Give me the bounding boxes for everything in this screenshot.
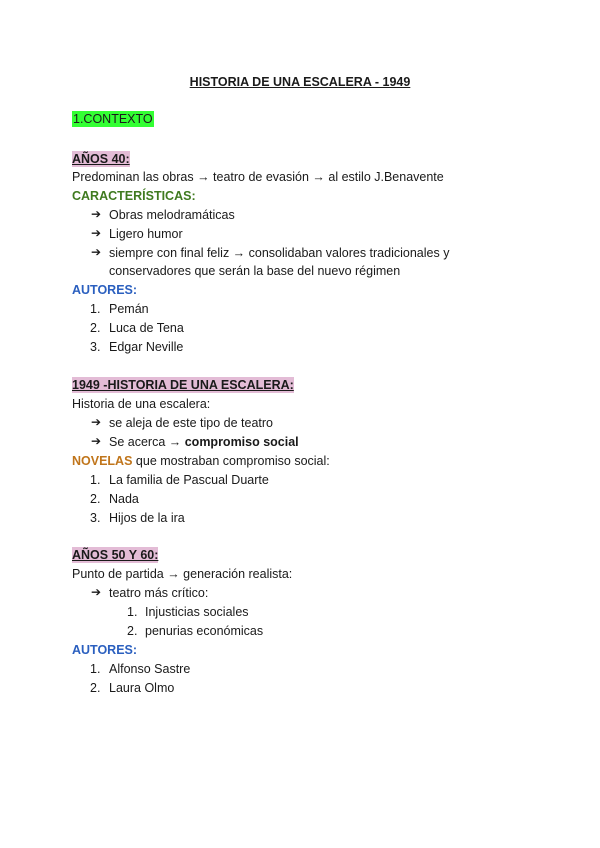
historia-item-text: Se acerca → xyxy=(109,435,185,449)
heading-1949 xyxy=(72,377,294,393)
novelas-line xyxy=(72,453,330,469)
list-number: 3. xyxy=(90,340,101,354)
list-number: 2. xyxy=(90,681,101,695)
section-contexto xyxy=(72,111,154,127)
novelas-rest: que mostraban compromiso social: xyxy=(132,454,330,468)
document-title: HISTORIA DE UNA ESCALERA - 1949 xyxy=(189,75,411,89)
arrow-bullet-icon: ➔ xyxy=(91,585,102,599)
list-number: 2. xyxy=(90,492,101,506)
novela-item: Nada xyxy=(109,492,139,506)
anos-40-intro: Predominan las obras → teatro de evasión → al estilo J.Benavente xyxy=(72,170,444,184)
list-number: 2. xyxy=(127,624,138,638)
novela-item: La familia de Pascual Duarte xyxy=(109,473,269,487)
autor-item: Pemán xyxy=(109,302,149,316)
arrow-bullet-icon: ➔ xyxy=(91,434,102,448)
autor-item: Luca de Tena xyxy=(109,321,184,335)
arrow-bullet-icon: ➔ xyxy=(91,245,102,259)
list-number: 2. xyxy=(90,321,101,335)
list-number: 1. xyxy=(90,302,101,316)
caracteristica-item: siempre con final feliz → consolidaban valores tradicionales y xyxy=(109,246,450,260)
heading-anos-50-60-label: AÑOS 50 Y 60: xyxy=(72,548,159,562)
heading-anos-50-60 xyxy=(72,547,158,563)
caracteristica-item: Obras melodramáticas xyxy=(109,208,235,222)
autor-item: Alfonso Sastre xyxy=(109,662,191,676)
arrow-bullet-icon: ➔ xyxy=(91,207,102,221)
list-number: 1. xyxy=(90,473,101,487)
autor-item: Edgar Neville xyxy=(109,340,184,354)
novelas-label: NOVELAS xyxy=(72,454,133,468)
heading-1949-label: 1949 -HISTORIA DE UNA ESCALERA: xyxy=(72,378,294,392)
autor-item: Laura Olmo xyxy=(109,681,175,695)
arrow-bullet-icon: ➔ xyxy=(91,226,102,240)
list-number: 3. xyxy=(90,511,101,525)
caracteristicas-heading: CARACTERÍSTICAS: xyxy=(72,189,196,203)
compromiso-social-bold: compromiso social xyxy=(184,435,299,449)
heading-anos-40 xyxy=(72,151,130,167)
anos-50-60-intro: Punto de partida → generación realista: xyxy=(72,567,293,581)
caracteristica-item-continued: conservadores que serán la base del nuevo régimen xyxy=(109,264,401,278)
arrow-bullet-icon: ➔ xyxy=(91,415,102,429)
novela-item: Hijos de la ira xyxy=(109,511,185,525)
heading-anos-40-label: AÑOS 40: xyxy=(72,152,130,166)
autores-heading: AUTORES: xyxy=(72,643,138,657)
autores-heading: AUTORES: xyxy=(72,283,138,297)
historia-item xyxy=(109,434,299,450)
list-number: 1. xyxy=(127,605,138,619)
historia-intro: Historia de una escalera: xyxy=(72,397,211,411)
section-contexto-label: 1.CONTEXTO xyxy=(73,112,153,126)
caracteristica-item: Ligero humor xyxy=(109,227,183,241)
sub-item: Injusticias sociales xyxy=(145,605,249,619)
teatro-critico-item: teatro más crítico: xyxy=(109,586,209,600)
list-number: 1. xyxy=(90,662,101,676)
historia-item: se aleja de este tipo de teatro xyxy=(109,416,274,430)
sub-item: penurias económicas xyxy=(145,624,264,638)
